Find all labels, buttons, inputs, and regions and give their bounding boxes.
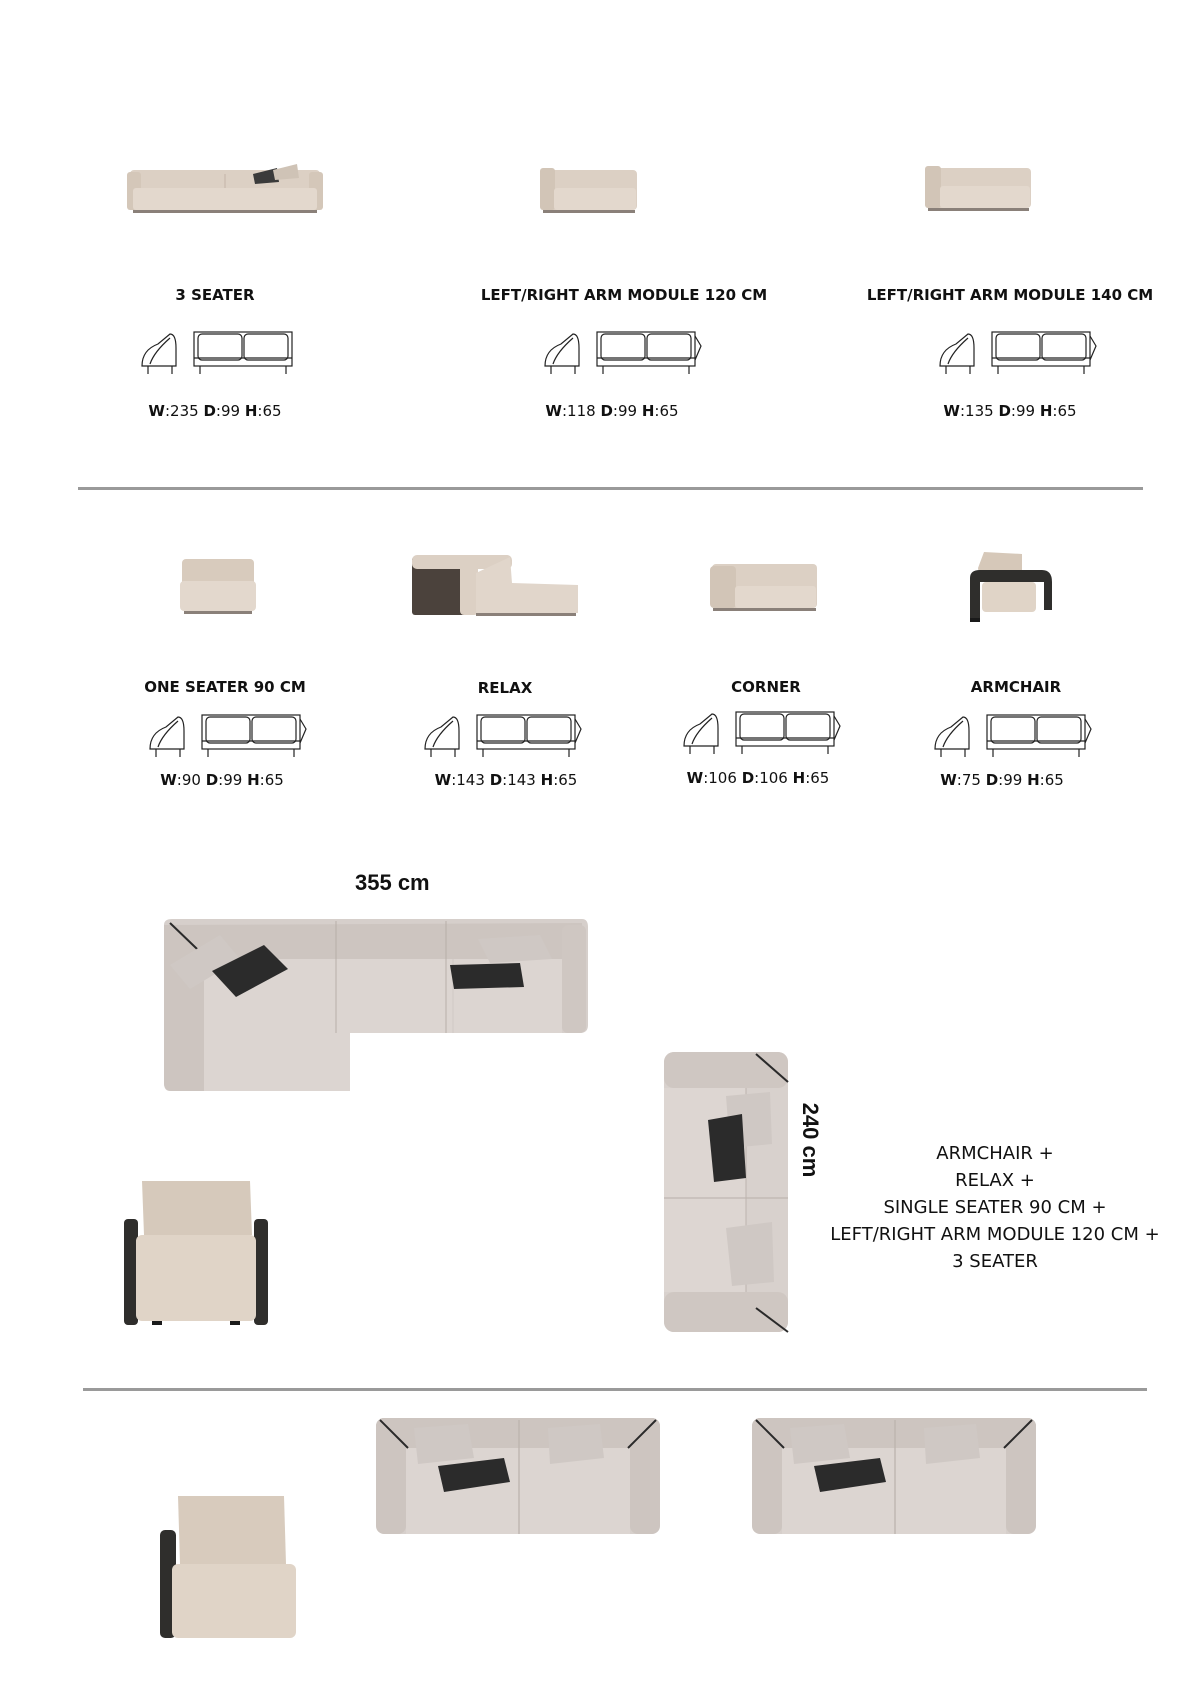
dimensions: W:118 D:99 H:65 — [545, 402, 679, 420]
composition-top-view-vertical — [660, 1048, 790, 1338]
composition-armchair-front — [122, 1175, 272, 1325]
side-and-front-line-drawing-icon — [543, 330, 703, 380]
composition-line: 3 SEATER — [952, 1251, 1038, 1272]
side-and-front-line-drawing-icon — [140, 330, 300, 380]
module-title: 3 SEATER — [175, 286, 255, 304]
composition-line: SINGLE SEATER 90 CM + — [883, 1197, 1107, 1218]
one-seater-photo — [178, 557, 258, 619]
composition-description — [820, 1140, 1170, 1275]
section-divider — [78, 487, 1143, 490]
dimensions: W:235 D:99 H:65 — [148, 402, 282, 420]
module-title: CORNER — [731, 678, 801, 696]
dimensions: W:90 D:99 H:65 — [160, 771, 284, 789]
module-title: ARMCHAIR — [970, 678, 1062, 696]
side-and-front-line-drawing-icon — [933, 713, 1093, 763]
side-and-front-line-drawing-icon — [938, 330, 1098, 380]
arm-module-140-photo — [925, 158, 1035, 218]
composition-line: RELAX + — [955, 1170, 1035, 1191]
composition-width-label: 355 cm — [355, 870, 430, 895]
composition-line: ARMCHAIR + — [936, 1143, 1054, 1164]
relax-photo — [410, 553, 580, 623]
dimensions: W:75 D:99 H:65 — [940, 771, 1064, 789]
module-title: ONE SEATER 90 CM — [144, 678, 306, 696]
side-and-front-line-drawing-icon — [682, 710, 842, 760]
composition-line: LEFT/RIGHT ARM MODULE 120 CM + — [830, 1224, 1160, 1245]
side-and-front-line-drawing-icon — [423, 713, 583, 763]
dimensions: W:143 D:143 H:65 — [434, 771, 578, 789]
arm-module-120-photo — [540, 160, 640, 220]
dimensions: W:106 D:106 H:65 — [686, 769, 830, 787]
composition-depth-label: 240 cm — [798, 1102, 823, 1178]
module-title: RELAX — [477, 679, 533, 697]
armchair-photo — [968, 548, 1058, 626]
side-and-front-line-drawing-icon — [148, 713, 308, 763]
bottom-sofa-top-view — [374, 1414, 662, 1540]
bottom-sofa-top-view — [750, 1414, 1038, 1540]
module-title: LEFT/RIGHT ARM MODULE 140 CM — [866, 286, 1154, 304]
module-title: LEFT/RIGHT ARM MODULE 120 CM — [480, 286, 768, 304]
three-seater-photo — [125, 160, 325, 220]
section-divider — [83, 1388, 1147, 1391]
bottom-armchair-front — [158, 1492, 303, 1642]
dimensions: W:135 D:99 H:65 — [943, 402, 1077, 420]
corner-photo — [710, 560, 820, 620]
composition-top-view — [160, 915, 590, 1095]
